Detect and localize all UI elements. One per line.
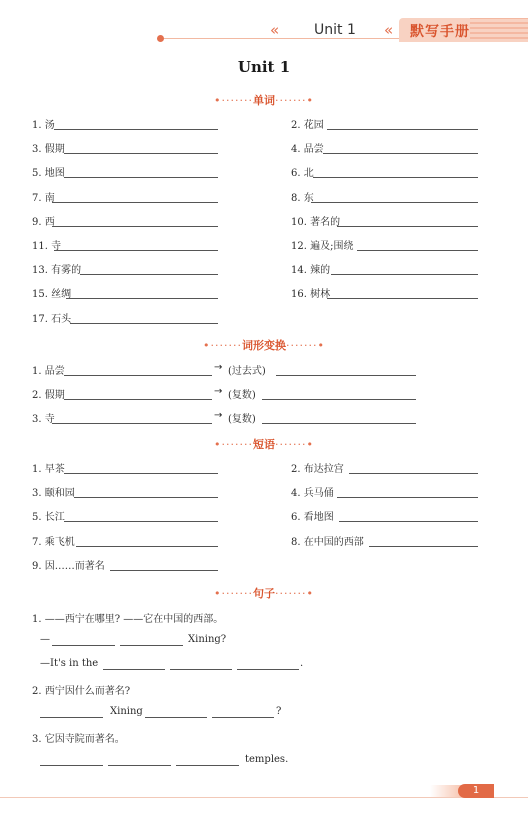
answer-blank[interactable]	[313, 177, 478, 178]
header-tab-stripes	[470, 18, 528, 42]
answer-blank[interactable]	[331, 274, 478, 275]
answer-blank[interactable]	[52, 645, 115, 646]
page-title: Unit 1	[237, 58, 291, 76]
answer-blank[interactable]	[54, 250, 218, 251]
header-unit: Unit 1	[314, 22, 356, 38]
word-item-label: 3. 假期	[32, 144, 65, 156]
answer-blank[interactable]	[357, 250, 478, 251]
sentence-word: Xining?	[188, 634, 227, 645]
section-header-phrases: •·······短语·······•	[214, 438, 314, 451]
answer-blank[interactable]	[120, 645, 183, 646]
sentence-question-2: 2. 西宁因什么而著名?	[32, 686, 131, 697]
answer-blank[interactable]	[337, 497, 478, 498]
word-item-label: 13. 有雾的	[32, 265, 82, 277]
answer-blank[interactable]	[276, 375, 416, 376]
answer-blank[interactable]	[70, 323, 218, 324]
answer-blank[interactable]	[110, 570, 218, 571]
arrow-right-icon: →	[214, 362, 223, 373]
answer-blank[interactable]	[64, 375, 212, 376]
page-number: 1	[472, 785, 480, 796]
answer-blank[interactable]	[64, 153, 218, 154]
answer-blank[interactable]	[52, 202, 218, 203]
answer-blank[interactable]	[52, 226, 218, 227]
answer-blank[interactable]	[237, 669, 299, 670]
word-item-label: 4. 品尝	[291, 144, 324, 156]
answer-blank[interactable]	[64, 473, 218, 474]
answer-blank[interactable]	[103, 669, 165, 670]
book-title: 默写手册	[410, 24, 470, 40]
word-item-label: 11. 寺	[32, 241, 62, 252]
phrase-item-label: 7. 乘飞机	[32, 536, 75, 548]
sentence-word: Xining	[110, 706, 143, 717]
answer-blank[interactable]	[64, 177, 218, 178]
answer-blank[interactable]	[311, 202, 478, 203]
arrow-right-icon: →	[214, 386, 223, 397]
sentence-question-1: 1. ——西宁在哪里? ——它在中国的西部。	[32, 614, 224, 625]
word-item-label: 9. 西	[32, 216, 55, 228]
word-form-target: (复数)	[228, 390, 256, 401]
word-item-label: 6. 北	[291, 168, 314, 180]
phrase-item-label: 2. 布达拉宫	[291, 464, 344, 475]
word-form-label: 2. 假期	[32, 390, 65, 401]
answer-blank[interactable]	[212, 717, 274, 718]
word-item-label: 14. 辣的	[291, 265, 331, 277]
answer-blank[interactable]	[54, 129, 218, 130]
word-item-label: 12. 遍及;围绕	[291, 241, 354, 252]
chevron-left-icon: «	[384, 21, 394, 39]
answer-blank[interactable]	[66, 298, 218, 299]
word-form-label: 1. 品尝	[32, 366, 65, 377]
phrase-item-label: 6. 看地图	[291, 512, 334, 524]
section-header-words: •·······单词·······•	[214, 94, 314, 107]
word-item-label: 17. 石头	[32, 313, 72, 325]
answer-blank[interactable]	[176, 765, 239, 766]
answer-blank[interactable]	[80, 274, 218, 275]
word-item-label: 2. 花园	[291, 120, 324, 131]
word-form-target: (复数)	[228, 414, 256, 425]
header-dot	[157, 35, 164, 42]
answer-blank[interactable]	[323, 153, 478, 154]
phrase-item-label: 3. 颐和园	[32, 488, 75, 500]
phrase-item-label: 8. 在中国的西部	[291, 536, 364, 548]
answer-blank[interactable]	[327, 129, 478, 130]
dash-prefix: —	[40, 634, 50, 645]
answer-blank[interactable]	[40, 717, 103, 718]
word-item-label: 1. 汤	[32, 120, 55, 131]
phrase-item-label: 9. 因……而著名	[32, 560, 105, 572]
phrase-item-label: 1. 早茶	[32, 464, 65, 475]
answer-blank[interactable]	[52, 423, 212, 424]
sentence-question-3: 3. 它因寺院而著名。	[32, 734, 125, 745]
answer-blank[interactable]	[262, 399, 416, 400]
section-title: 词形变换	[242, 339, 286, 352]
answer-blank[interactable]	[369, 546, 478, 547]
word-item-label: 8. 东	[291, 192, 314, 204]
answer-blank[interactable]	[64, 399, 212, 400]
section-title: 短语	[253, 438, 275, 451]
sentence-end: temples.	[245, 754, 289, 765]
section-title: 单词	[253, 94, 275, 107]
section-header-sentences: •·······句子·······•	[214, 587, 314, 600]
answer-blank[interactable]	[170, 669, 232, 670]
sentence-end: ?	[276, 706, 282, 717]
phrase-item-label: 4. 兵马俑	[291, 488, 334, 500]
phrase-item-label: 5. 长江	[32, 512, 65, 524]
section-title: 句子	[253, 587, 275, 600]
answer-blank[interactable]	[327, 298, 478, 299]
footer-rule	[0, 797, 528, 798]
chevron-left-icon: «	[270, 21, 280, 39]
word-item-label: 7. 南	[32, 192, 55, 204]
section-header-word-forms: •·······词形变换·······•	[203, 339, 325, 352]
word-form-label: 3. 寺	[32, 414, 55, 425]
word-item-label: 10. 著名的	[291, 216, 341, 228]
word-item-label: 16. 树林	[291, 289, 331, 301]
word-item-label: 15. 丝绸	[32, 289, 72, 301]
answer-blank[interactable]	[74, 497, 218, 498]
sentence-prefix: —It's in the	[40, 658, 99, 669]
answer-blank[interactable]	[76, 546, 218, 547]
arrow-right-icon: →	[214, 410, 223, 421]
answer-blank[interactable]	[262, 423, 416, 424]
answer-blank[interactable]	[337, 226, 478, 227]
answer-blank[interactable]	[145, 717, 207, 718]
word-form-target: (过去式)	[228, 366, 266, 377]
answer-blank[interactable]	[108, 765, 171, 766]
answer-blank[interactable]	[339, 521, 478, 522]
answer-blank[interactable]	[349, 473, 478, 474]
word-item-label: 5. 地图	[32, 168, 65, 180]
answer-blank[interactable]	[40, 765, 103, 766]
sentence-end: .	[300, 658, 304, 669]
answer-blank[interactable]	[64, 521, 218, 522]
